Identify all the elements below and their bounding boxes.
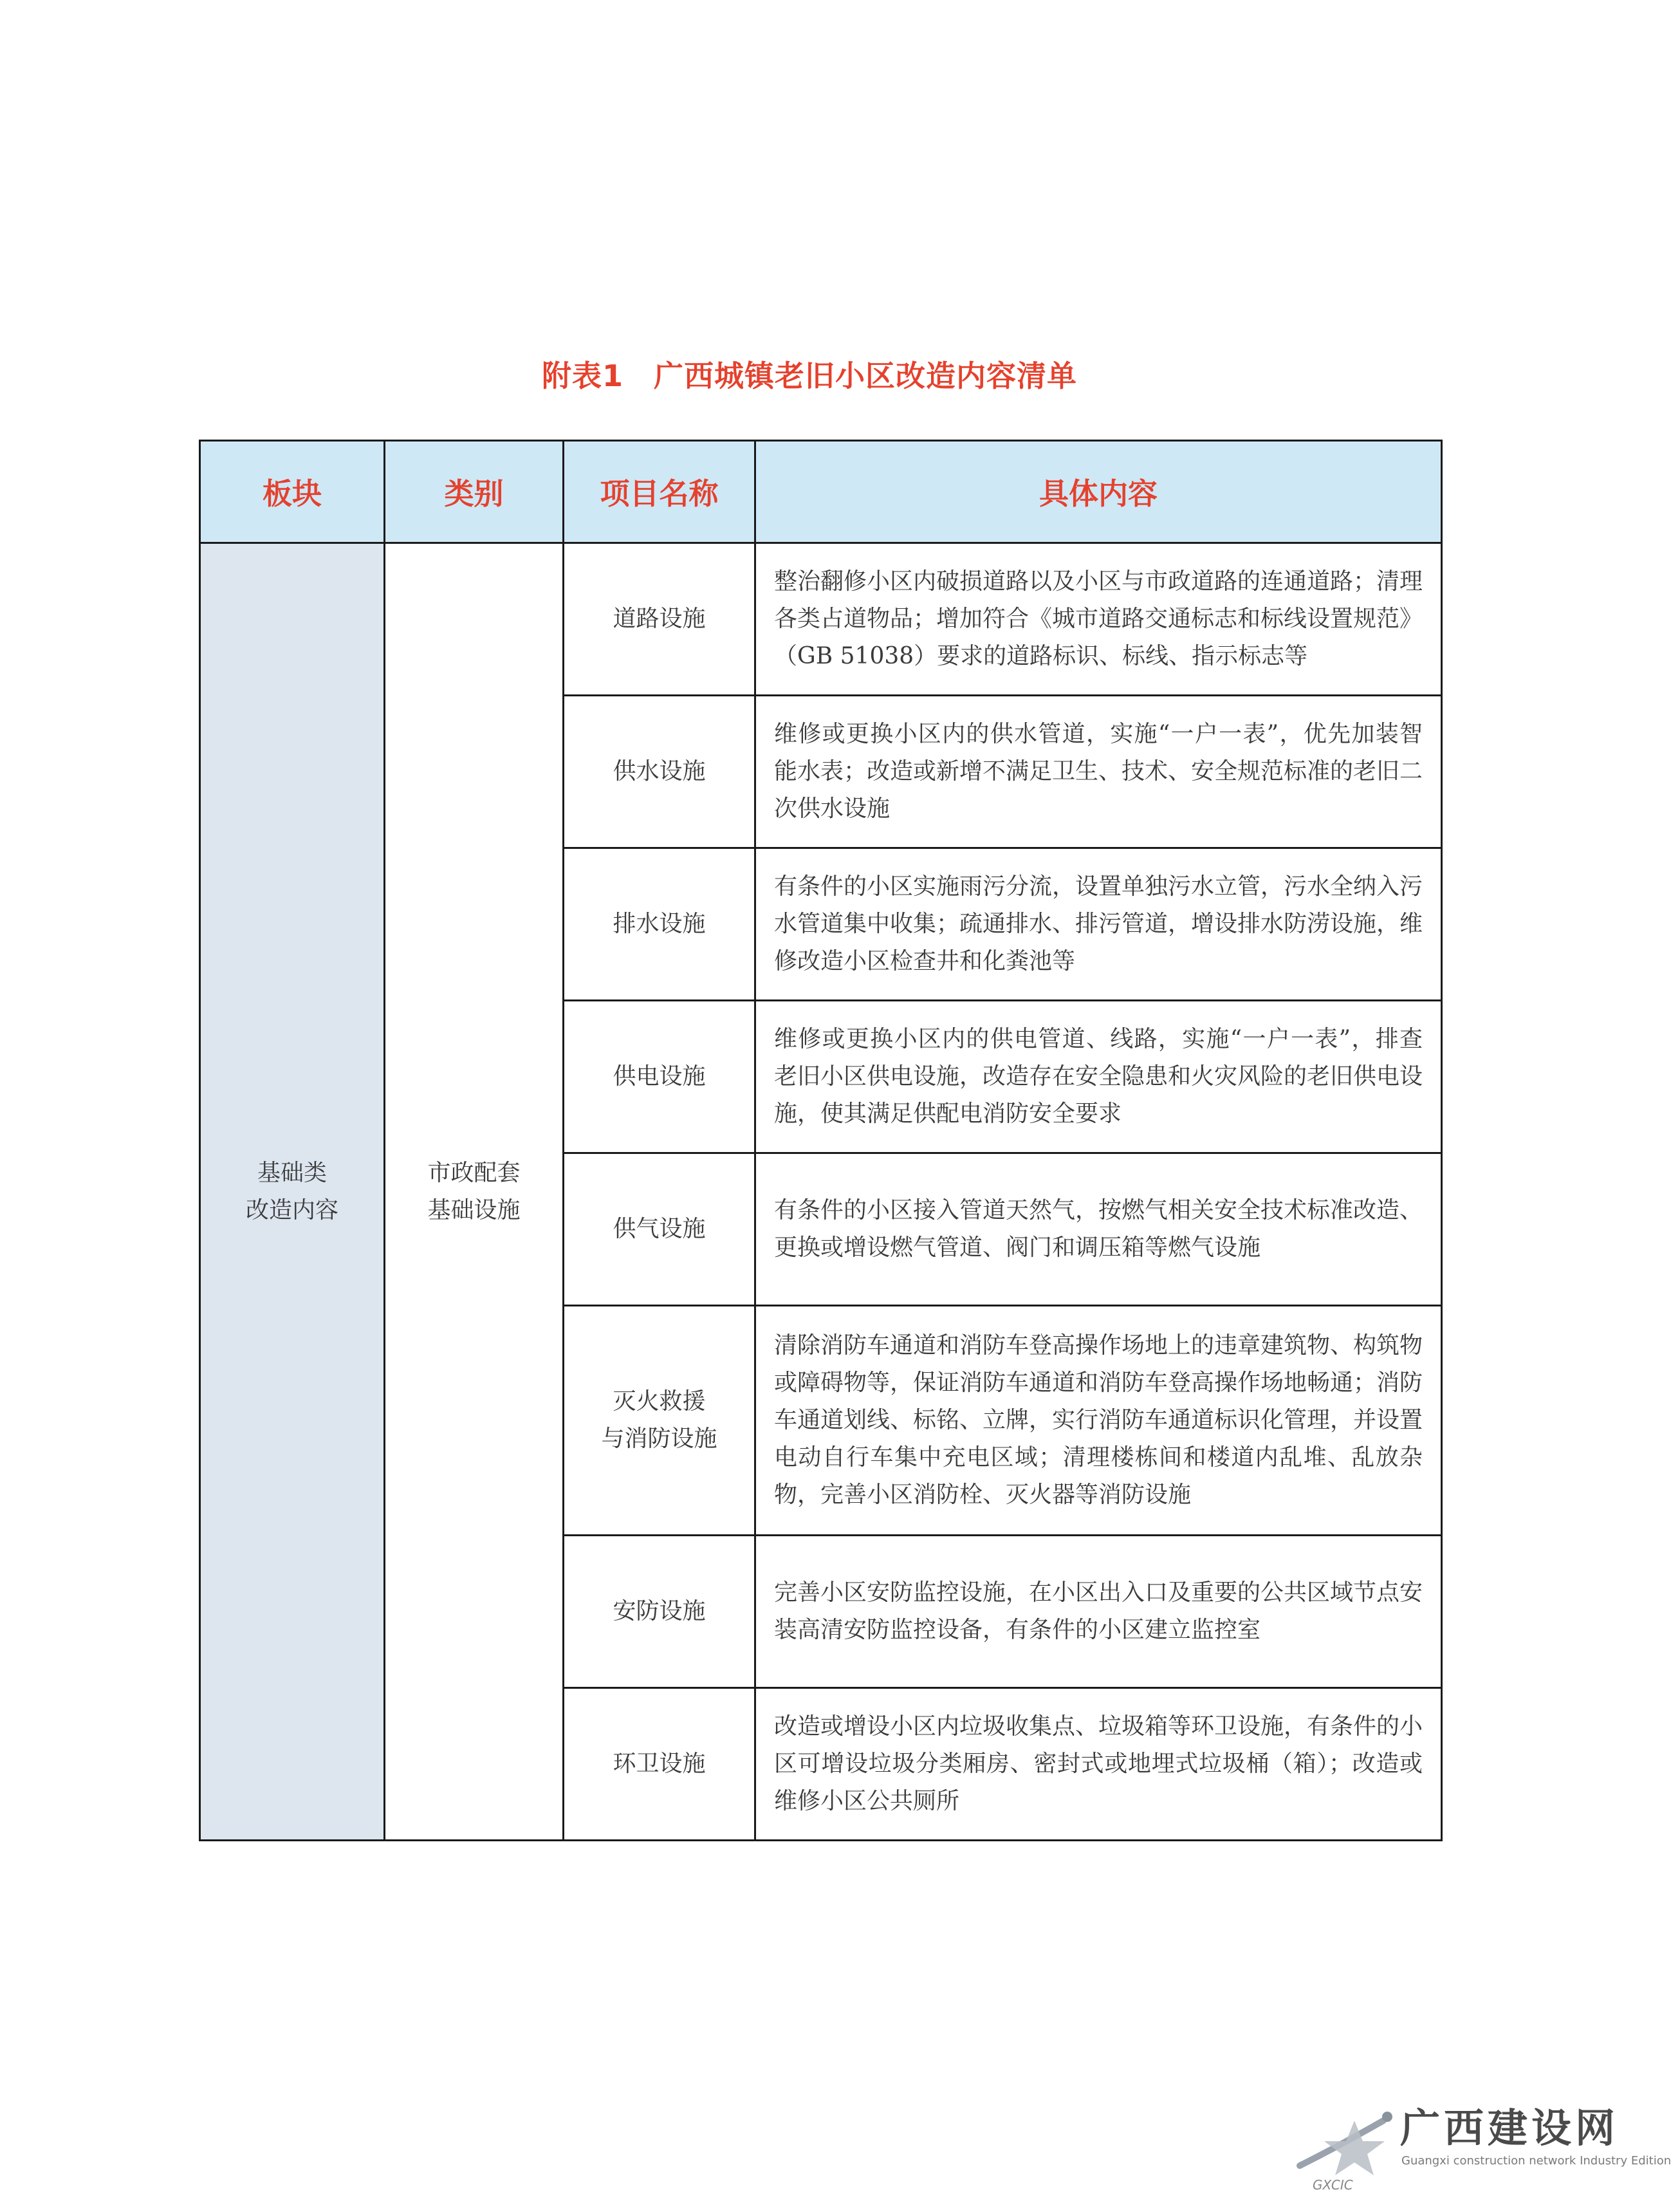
content-cell: 有条件的小区实施雨污分流，设置单独污水立管，污水全纳入污水管道集中收集；疏通排水、排污管道，增设排水防涝设施，维修改造小区检查井和化粪池等 [755,848,1442,1001]
block-label-line2: 改造内容 [245,1196,338,1223]
item-cell: 供电设施 [564,1001,755,1153]
category-label-line1: 市政配套 [427,1159,521,1186]
category-cell [385,543,564,1841]
header-row [200,441,1442,543]
item-cell: 排水设施 [564,848,755,1001]
item-cell: 安防设施 [564,1536,755,1688]
renovation-table [199,440,1443,1841]
header-content: 具体内容 [755,441,1442,543]
content-cell: 完善小区安防监控设施，在小区出入口及重要的公共区域节点安装高清安防监控设备，有条件的小区建立监控室 [755,1536,1442,1688]
content-cell: 整治翻修小区内破损道路以及小区与市政道路的连通道路；清理各类占道物品；增加符合《城市道路交通标志和标线设置规范》（GB 51038）要求的道路标识、标线、指示标志等 [755,543,1442,696]
item-label-line2: 与消防设施 [601,1426,717,1452]
table-row [200,543,1442,696]
content-cell: 维修或更换小区内的供水管道，实施“一户一表”，优先加装智能水表；改造或新增不满足卫生、技术、安全规范标准的老旧二次供水设施 [755,696,1442,848]
content-cell: 维修或更换小区内的供电管道、线路，实施“一户一表”，排查老旧小区供电设施，改造存在安全隐患和火灾风险的老旧供电设施，使其满足供配电消防安全要求 [755,1001,1442,1153]
page-title: 附表1 广西城镇老旧小区改造内容清单 [541,358,1077,393]
watermark-title: 广西建设网 [1400,2105,1620,2152]
item-cell: 环卫设施 [564,1688,755,1841]
item-cell: 供水设施 [564,696,755,848]
header-category: 类别 [385,441,564,543]
block-label-line1: 基础类 [257,1159,327,1186]
content-cell: 有条件的小区接入管道天然气，按燃气相关安全技术标准改造、更换或增设燃气管道、阀门和调压箱等燃气设施 [755,1153,1442,1306]
item-cell: 供气设施 [564,1153,755,1306]
header-item: 项目名称 [564,441,755,543]
watermark-brand: GXCIC [1313,2177,1353,2193]
header-block: 板块 [200,441,385,543]
content-cell: 清除消防车通道和消防车登高操作场地上的违章建筑物、构筑物或障碍物等，保证消防车通道和消防车登高操作场地畅通；消防车通道划线、标铭、立牌，实行消防车通道标识化管理，并设置电动自行车集中充电区域；清理楼栋间和楼道内乱堆、乱放杂物，完善小区消防栓、灭火器等消防设施 [755,1306,1442,1536]
item-cell [564,1306,755,1536]
item-cell: 道路设施 [564,543,755,696]
item-label-line1: 灭火救援 [613,1388,706,1415]
watermark [1293,2095,1671,2204]
category-label-line2: 基础设施 [427,1196,521,1223]
watermark-subtitle: Guangxi construction network Industry Edition [1401,2154,1671,2168]
block-cell [200,543,385,1841]
content-cell: 改造或增设小区内垃圾收集点、垃圾箱等环卫设施，有条件的小区可增设垃圾分类厢房、密封式或地埋式垃圾桶（箱）；改造或维修小区公共厕所 [755,1688,1442,1841]
